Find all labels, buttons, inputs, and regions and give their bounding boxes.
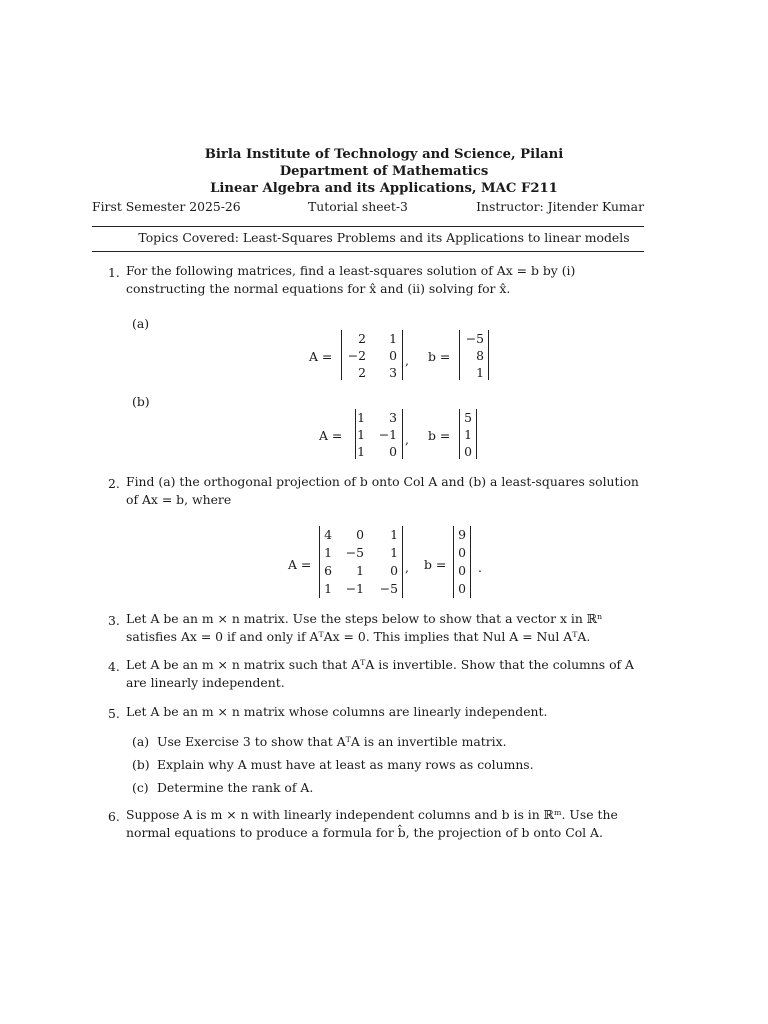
vector-b-cell: 0 <box>458 563 466 578</box>
matrix-a-cell: 3 <box>389 410 397 425</box>
matrix-label-A: A = <box>319 428 343 443</box>
vector-b-cell: 0 <box>458 545 466 560</box>
semester-label: First Semester 2025-26 <box>92 199 241 214</box>
vector-label-b: b = <box>424 557 447 572</box>
problem-4-text: Let A be an m × n matrix such that AᵀA is invertible. Show that the columns of A are linearly independent. <box>126 657 635 690</box>
matrix-a-cell: 1 <box>357 410 365 425</box>
problem-number: 4. <box>108 659 120 674</box>
comma: , <box>405 560 409 575</box>
vector-b-cell: 1 <box>464 427 472 442</box>
matrix-a-cell: 1 <box>390 545 398 560</box>
comma: , <box>405 353 409 368</box>
topics-rule-bottom <box>92 251 644 252</box>
part-label: (a) <box>132 316 150 331</box>
matrix-a-cell: 1 <box>324 545 332 560</box>
topics-rule-top <box>92 226 644 227</box>
subpart-label: (a) <box>132 734 150 749</box>
vector-b-cell: 0 <box>458 581 466 596</box>
matrix-a-cell: 1 <box>324 581 332 596</box>
problem-3-text: Let A be an m × n matrix. Use the steps below to show that a vector x in ℝⁿ satisfies Ax = 0 if and only if AᵀAx = 0. This implies that Nul A = Nul AᵀA. <box>126 611 603 644</box>
problem-number: 2. <box>108 476 120 491</box>
subpart-text: Determine the rank of A. <box>157 780 314 795</box>
vector-b-cell: −5 <box>465 331 484 346</box>
problem-number: 6. <box>108 809 120 824</box>
matrix-a-cell: 1 <box>356 563 364 578</box>
vector-label-b: b = <box>428 428 451 443</box>
comma: , <box>405 432 409 447</box>
matrix-a-cell: 0 <box>389 348 397 363</box>
matrix-label-A: A = <box>309 349 333 364</box>
course-title: Linear Algebra and its Applications, MAC F211 <box>210 181 558 196</box>
problem-number: 1. <box>108 265 120 280</box>
subpart-text: Explain why A must have at least as many rows as columns. <box>157 757 534 772</box>
subpart-label: (c) <box>132 780 149 795</box>
institute-name: Birla Institute of Technology and Science, Pilani <box>204 147 564 162</box>
sheet-label: Tutorial sheet-3 <box>308 199 408 214</box>
matrix-a-cell: 0 <box>356 527 364 542</box>
matrix-a-cell: 1 <box>390 527 398 542</box>
problem-number: 5. <box>108 706 120 721</box>
matrix-a-cell: −1 <box>378 427 397 442</box>
matrix-a-cell: 1 <box>357 427 365 442</box>
matrix-a-cell: 1 <box>357 444 365 459</box>
matrix-a-cell: 3 <box>389 365 397 380</box>
matrix-a-cell: 2 <box>358 331 366 346</box>
topics-covered: Topics Covered: Least-Squares Problems and its Applications to linear models <box>138 230 630 245</box>
matrix-a-cell: 2 <box>358 365 366 380</box>
matrix-a-cell: 0 <box>389 444 397 459</box>
matrix-a-cell: −2 <box>347 348 366 363</box>
matrix-a-cell: −1 <box>345 581 364 596</box>
problem-2-text: Find (a) the orthogonal projection of b onto Col A and (b) a least-squares solution of Ax = b, where <box>126 474 639 507</box>
vector-b-cell: 9 <box>458 527 466 542</box>
matrix-a-cell: −5 <box>345 545 364 560</box>
subpart-label: (b) <box>132 757 150 772</box>
vector-b-cell: 1 <box>476 365 484 380</box>
department-name: Department of Mathematics <box>279 164 489 179</box>
vector-label-b: b = <box>428 349 451 364</box>
vector-b-cell: 5 <box>464 410 472 425</box>
part-label: (b) <box>132 394 150 409</box>
problem-1-text: For the following matrices, find a least-squares solution of Ax = b by (i) constructing the normal equations for x̂ and (ii) solving for x̂. <box>126 263 576 296</box>
matrix-a-cell: 0 <box>390 563 398 578</box>
matrix-label-A: A = <box>288 557 312 572</box>
matrix-a-cell: 6 <box>324 563 332 578</box>
period: . <box>478 560 482 575</box>
problem-5-text: Let A be an m × n matrix whose columns are linearly independent. <box>126 704 548 719</box>
matrix-a-cell: −5 <box>379 581 398 596</box>
subpart-text: Use Exercise 3 to show that AᵀA is an invertible matrix. <box>157 734 507 749</box>
matrix-a-cell: 1 <box>389 331 397 346</box>
problem-6-text: Suppose A is m × n with linearly independent columns and b is in ℝᵐ. Use the normal equations to produce a formula for b̂, the projection of b onto Col A. <box>126 807 618 840</box>
problem-number: 3. <box>108 613 120 628</box>
matrix-a-cell: 4 <box>324 527 332 542</box>
instructor-label: Instructor: Jitender Kumar <box>476 199 644 214</box>
vector-b-cell: 8 <box>476 348 484 363</box>
vector-b-cell: 0 <box>464 444 472 459</box>
